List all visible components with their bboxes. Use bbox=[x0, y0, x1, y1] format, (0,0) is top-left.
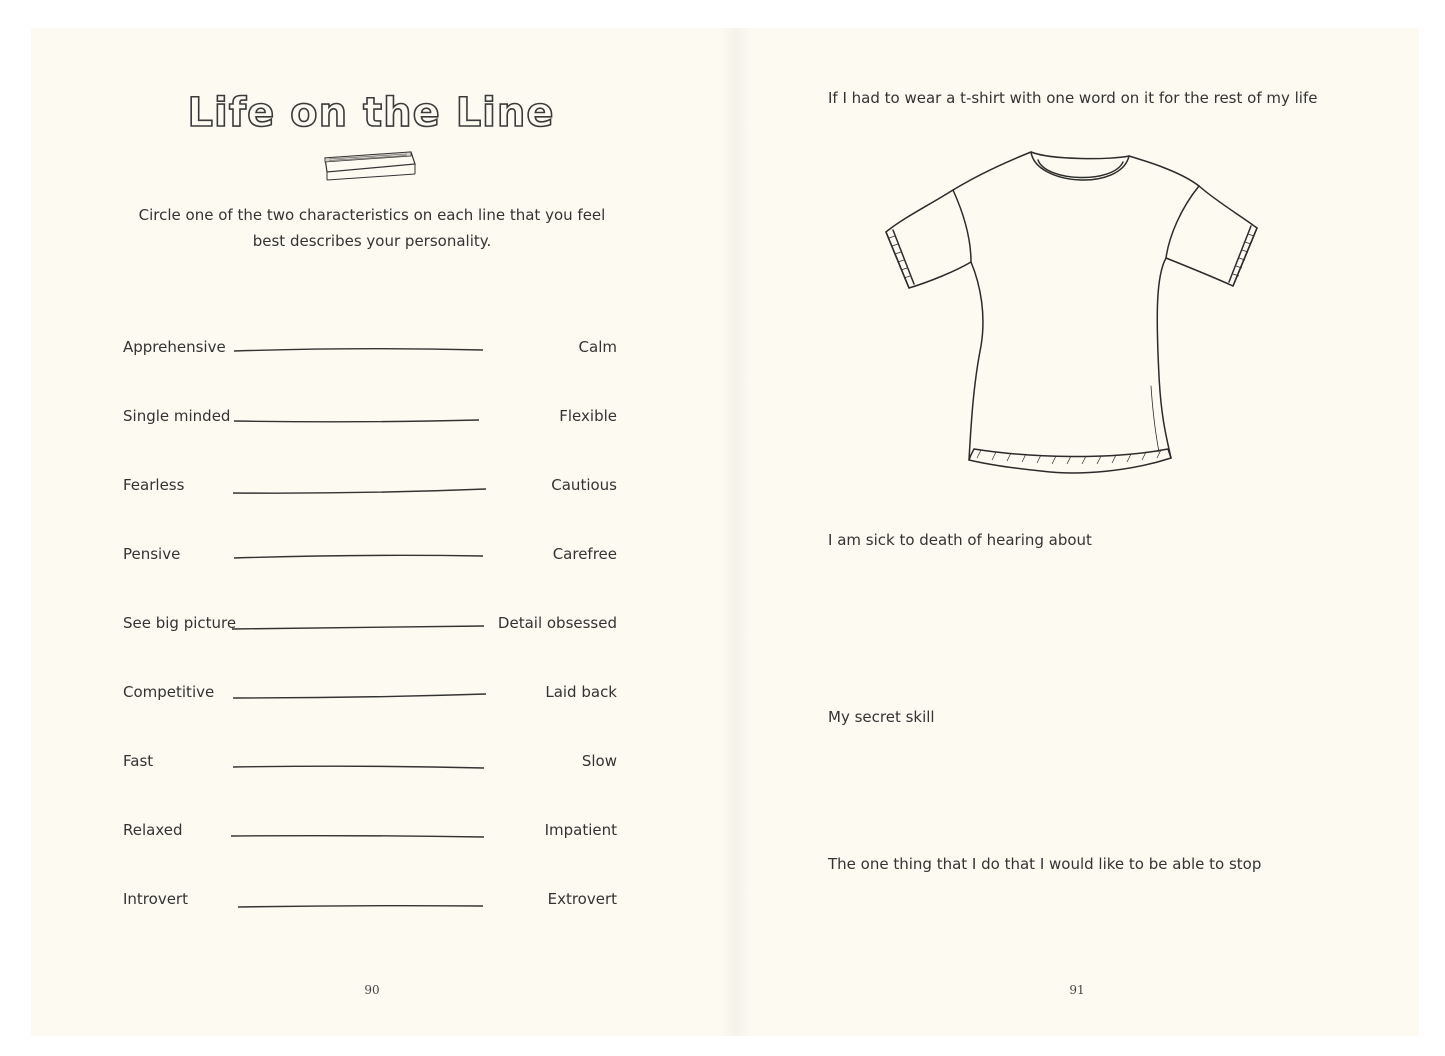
page-gutter bbox=[721, 28, 751, 1036]
trait-line bbox=[231, 762, 491, 772]
trait-right[interactable]: Detail obsessed bbox=[497, 614, 617, 632]
trait-left[interactable]: Pensive bbox=[123, 545, 181, 563]
trait-line bbox=[231, 622, 491, 632]
trait-line bbox=[231, 415, 491, 425]
prompt-sick-of-hearing: I am sick to death of hearing about bbox=[828, 531, 1092, 549]
instructions: Circle one of the two characteristics on each line that you feel best describes your personality. bbox=[138, 206, 606, 250]
trait-line bbox=[231, 552, 491, 562]
book-spread bbox=[31, 28, 1419, 1036]
trait-right[interactable]: Laid back bbox=[545, 683, 617, 701]
trait-line bbox=[231, 486, 491, 496]
page-number: 91 bbox=[1069, 983, 1085, 997]
page-title: Life on the Line bbox=[187, 90, 555, 136]
trait-left[interactable]: See big picture bbox=[123, 614, 237, 632]
trait-right[interactable]: Calm bbox=[578, 338, 617, 356]
trait-left[interactable]: Fast bbox=[123, 752, 154, 770]
trait-line bbox=[231, 345, 491, 355]
trait-line bbox=[231, 691, 491, 701]
trait-right[interactable]: Extrovert bbox=[547, 890, 617, 908]
trait-left[interactable]: Single minded bbox=[123, 407, 231, 425]
prompt-tshirt: If I had to wear a t-shirt with one word on it for the rest of my life bbox=[828, 89, 1318, 107]
trait-right[interactable]: Slow bbox=[581, 752, 617, 770]
trait-line bbox=[231, 831, 491, 841]
trait-right[interactable]: Flexible bbox=[559, 407, 617, 425]
prompt-secret-skill: My secret skill bbox=[828, 708, 935, 726]
trait-right[interactable]: Cautious bbox=[551, 476, 617, 494]
prompt-stop-doing: The one thing that I do that I would like to be able to stop bbox=[828, 855, 1262, 873]
trait-left[interactable]: Introvert bbox=[123, 890, 188, 908]
trait-left[interactable]: Fearless bbox=[123, 476, 185, 494]
ruler-eraser-icon bbox=[319, 148, 419, 184]
tshirt-icon bbox=[881, 146, 1266, 486]
trait-line bbox=[231, 900, 491, 910]
page-number: 90 bbox=[364, 983, 380, 997]
trait-left[interactable]: Relaxed bbox=[123, 821, 183, 839]
trait-left[interactable]: Apprehensive bbox=[123, 338, 226, 356]
trait-left[interactable]: Competitive bbox=[123, 683, 215, 701]
trait-right[interactable]: Impatient bbox=[544, 821, 617, 839]
trait-right[interactable]: Carefree bbox=[552, 545, 617, 563]
